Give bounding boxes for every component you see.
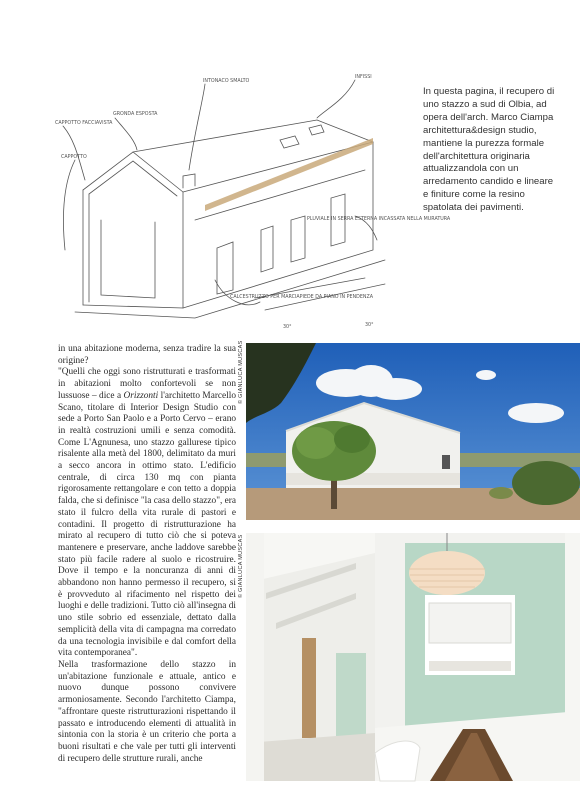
sketch-annotation: INFISSI <box>355 75 372 80</box>
caption: In questa pagina, il recupero di uno stazzo a sud di Olbia, ad opera dell'arch. Marco Ciampa architettura&design studio, mantiene la purezza formale dell'architettura originaria attualizzandola con un arredamento candido e lineare e finiture come la resino spatolata dei pavimenti. <box>423 86 555 214</box>
article-intro: in una abitazione moderna, senza tradire la sua origine? <box>58 344 236 366</box>
interior-kitchen-photo <box>375 533 580 781</box>
sketch-annotation: INTONACO SMALTO <box>203 79 250 84</box>
article-paragraph: Nella trasformazione dello stazzo in un'abitazione funzionale e attuale, antico e nuovo dunque possono convivere armoniosamente. Secondo l'architetto Ciampa, "affrontare queste ristrutturazioni rispettando il passato e introducendo elementi di attualità in sintonia con la storia è un criterio che porta a buoni risultati e che vale per tutti gli interventi di recupero delle strutture rurali, anche <box>58 659 236 764</box>
sketch-annotation: CALCESTRUZZO PER MARCIAPIEDE DA PIANO IN PENDENZA <box>230 295 374 300</box>
wood-beam <box>205 138 373 211</box>
sketch-annotation: 30° <box>283 325 292 330</box>
photo-credit: © GIANLUCA MUSCAS <box>238 340 244 404</box>
sketch-annotation: PLUVIALE IN SERRA ESTERNA INCASSATA NELLA MURATURA <box>307 217 451 222</box>
sketch-annotation: CAPPOTTO <box>61 155 87 160</box>
architectural-sketch <box>55 70 451 340</box>
photo-credit: © GIANLUCA MUSCAS <box>238 534 244 598</box>
article-paragraph <box>58 344 236 660</box>
exterior-photo <box>246 343 580 520</box>
sketch-annotation: GRONDA ESPOSTA <box>113 112 158 117</box>
article-body <box>58 344 236 765</box>
article-quote: "Quelli che oggi sono ristrutturati e trasformati in abitazioni molto confortevoli se non lussuose – dice a <box>58 367 236 401</box>
article-quote-continued: l'architetto Marcello Scano, titolare di Interior Design Studio con sede a Porto San Paolo e a Porto Cervo – erano in realtà costruzioni umili e senza comodità. Come L'Agnunesa, uno stazzo gallurese tipico risalente alla metà del 1800, delimitato da muri a secco ancora in ottimo stato. L'edificio centrale, di circa 130 mq con pianta rigorosamente rettangolare e con tetto a doppia falda, che si definisce "la casa dello stazzo", era stato il fulcro della vita rurale di pastori e contadini. Il progetto di ristrutturazione ha mirato al recupero di tutto ciò che si poteva mantenere e preservare, anche laddove sarebbe stato più facile radere al suolo e ricostruire. Dove il tempo e la noncuranza di anni di abbandono non hanno permesso il recupero, si è provveduto al rifacimento nel rispetto dei luoghi e delle tradizioni. Tutto ciò all'insegna di uno stile sobrio ed essenziale, dettato dalla semplicità della vita di campagna ma corredato da una tecnologia invisibile e dal comfort della vita contemporanea". <box>58 390 236 659</box>
interior-corridor-photo <box>246 533 375 781</box>
sketch-annotation: 30° <box>365 323 374 328</box>
magazine-name: Orizzonti <box>123 390 159 401</box>
sketch-annotation: CAPPOTTO FACCIAVISTA <box>55 121 113 126</box>
